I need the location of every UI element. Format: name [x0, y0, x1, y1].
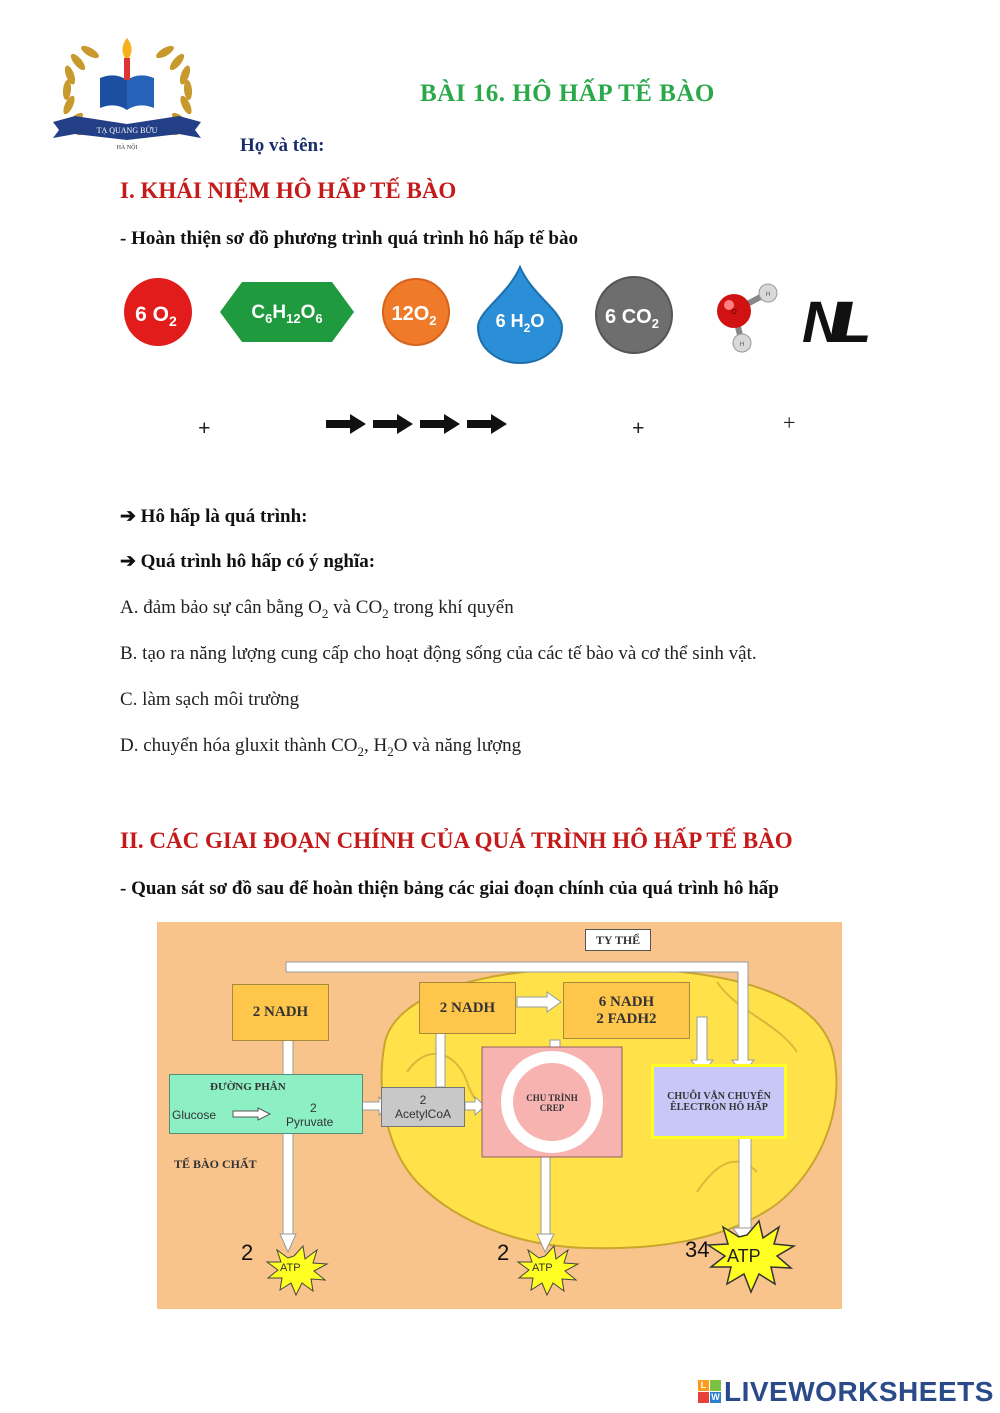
svg-text:6 CO2 [605, 306, 659, 331]
acetyl-box [381, 1087, 465, 1127]
equation-plus-1: + [198, 415, 211, 440]
mid-up-pipe [436, 1032, 445, 1087]
conclusion-2 [120, 550, 375, 573]
logo-banner-text: TẠ QUANG BỬU [96, 126, 158, 135]
pyruvate-label: Pyruvate [286, 1115, 334, 1129]
pyruvate-num: 2 [310, 1101, 317, 1115]
conclusion-2-text: Quá trình hô hấp có ý nghĩa: [140, 551, 376, 572]
section-2-instruction: - Quan sát sơ đồ sau để hoàn thiện bảng các giai đoạn chính của quá trình hô hấp [120, 878, 779, 899]
token-6-h2o[interactable] [478, 267, 562, 363]
glucose-h-sub: 12 [286, 311, 301, 326]
nadh-box-mid: 2 NADH [419, 982, 516, 1034]
option-d-sub2: 2 [387, 743, 394, 759]
molecule-o-label: O [731, 309, 737, 316]
krebs-label [507, 1088, 597, 1118]
glucose-label: Glucose [172, 1108, 217, 1122]
chain-down-pipe [739, 1132, 751, 1232]
badge-letter-l: L [698, 1380, 709, 1391]
glucose-c: C [251, 302, 266, 323]
book-icon [100, 75, 154, 110]
equation-plus-2: + [632, 415, 645, 440]
nadh-right-line-1: 6 NADH [598, 993, 655, 1010]
atp-label-1: ATP [280, 1262, 301, 1274]
liveworksheets-logo[interactable]: LIVEWORKSHEETS [724, 1376, 994, 1407]
page-title: BÀI 16. HÔ HẤP TẾ BÀO [420, 80, 715, 107]
token-12-o2[interactable] [383, 279, 449, 345]
option-c[interactable]: C. làm sạch môi trường [120, 689, 300, 710]
glucose-h: H [272, 302, 287, 323]
molecule-h2-label: H [739, 342, 745, 348]
token-6-co2[interactable] [596, 277, 672, 353]
equation-tokens [120, 265, 880, 365]
torch-icon [122, 38, 131, 80]
option-a-sub2: 2 [382, 605, 389, 621]
badge-letter-w: W [711, 1392, 720, 1402]
option-d-text: D. chuyển hóa gluxit thành CO [120, 735, 358, 756]
equation-plus-3: + [783, 410, 796, 435]
glucose-o: O [300, 302, 316, 323]
option-d[interactable] [120, 735, 521, 760]
arrow-bullet-icon: ➔ [120, 506, 136, 527]
atp-label-2: ATP [532, 1262, 553, 1274]
acetyl-num: 2 [419, 1093, 427, 1107]
cytoplasm-label: TẾ BÀO CHẤT [174, 1157, 257, 1171]
mitochondrion-label: TY THỂ [585, 929, 651, 951]
krebs-label-1: CHU TRÌNH [526, 1093, 578, 1103]
token-6-h2o-tail: O [530, 311, 545, 331]
conclusion-1 [120, 505, 308, 528]
glycolysis-box [169, 1074, 363, 1134]
token-6-h2o-sub: 2 [523, 321, 531, 335]
section-2-heading: II. CÁC GIAI ĐOẠN CHÍNH CỦA QUÁ TRÌNH HÔ HẤP TẾ BÀO [120, 828, 793, 853]
option-a-mid: và CO [328, 597, 383, 618]
token-6-o2-text: 6 O [135, 303, 170, 326]
krebs-label-2: CREP [539, 1103, 565, 1113]
atp-count-3: 34 [685, 1237, 710, 1262]
name-label: Họ và tên: [240, 135, 325, 156]
token-6-co2-sub: 2 [651, 316, 659, 331]
option-a[interactable] [120, 597, 514, 622]
atp-label-3: ATP [727, 1246, 761, 1266]
section-1-instruction: - Hoàn thiện sơ đồ phương trình quá trình hô hấp tế bào [120, 228, 578, 249]
glucose-c-sub: 6 [265, 311, 273, 326]
conclusion-1-text: Hô hấp là quá trình: [140, 506, 308, 527]
badge-square-green [710, 1380, 721, 1391]
atp-count-2: 2 [497, 1240, 510, 1265]
etc-box [651, 1064, 787, 1139]
token-12-o2-sub: 2 [429, 313, 437, 328]
token-6-co2-text: 6 CO [605, 306, 652, 328]
reaction-arrows [324, 412, 510, 436]
nadh-box-right [563, 982, 690, 1039]
left-down-arrow-head [280, 1234, 296, 1252]
logo-sub-text: HÀ NỘI [116, 145, 138, 151]
section-1-heading: I. KHÁI NIỆM HÔ HẤP TẾ BÀO [120, 178, 457, 203]
acetyl-label: AcetylCoA [394, 1107, 452, 1121]
token-12-o2-text: 12O [391, 303, 430, 325]
option-a-text: A. đảm bảo sự cân bằng O [120, 597, 322, 618]
left-down-pipe [283, 1040, 293, 1240]
liveworksheets-badge-icon [698, 1380, 722, 1404]
option-d-post: O và năng lượng [393, 735, 522, 756]
molecule-h1-label: H [765, 292, 771, 298]
option-b[interactable]: B. tạo ra năng lượng cung cấp cho hoạt động sống của các tế bào và cơ thể sinh vật. [120, 643, 757, 664]
school-logo [45, 30, 210, 155]
glycolysis-title: ĐƯỜNG PHÂN [210, 1081, 286, 1093]
nadh-box-left: 2 NADH [232, 984, 329, 1041]
option-d-sub1: 2 [357, 743, 364, 759]
token-6-h2o-text: 6 H [495, 311, 524, 331]
atp-count-1: 2 [241, 1240, 254, 1265]
option-d-mid: , H [363, 735, 388, 756]
token-energy-text: NL [802, 290, 864, 355]
token-energy[interactable] [802, 290, 869, 355]
glucose-o-sub: 6 [315, 311, 323, 326]
option-a-post: trong khí quyển [388, 597, 514, 618]
respiration-diagram [157, 922, 842, 1309]
option-a-sub1: 2 [321, 605, 329, 621]
arrow-right-icon [326, 414, 507, 434]
etc-label-2: ÊLECTRON HÔ HẤP [670, 1101, 768, 1113]
token-6-o2[interactable] [124, 278, 192, 346]
arrow-bullet-icon: ➔ [120, 551, 136, 572]
token-water-molecule[interactable] [717, 284, 777, 352]
glucose-arrow-icon [232, 1107, 272, 1121]
etc-label-1: CHUỖI VẬN CHUYỂN [667, 1090, 771, 1102]
nadh-right-line-2: 2 FADH2 [596, 1010, 657, 1027]
badge-square-red [698, 1392, 709, 1403]
token-6-o2-sub: 2 [169, 313, 177, 329]
token-glucose[interactable] [220, 282, 354, 342]
